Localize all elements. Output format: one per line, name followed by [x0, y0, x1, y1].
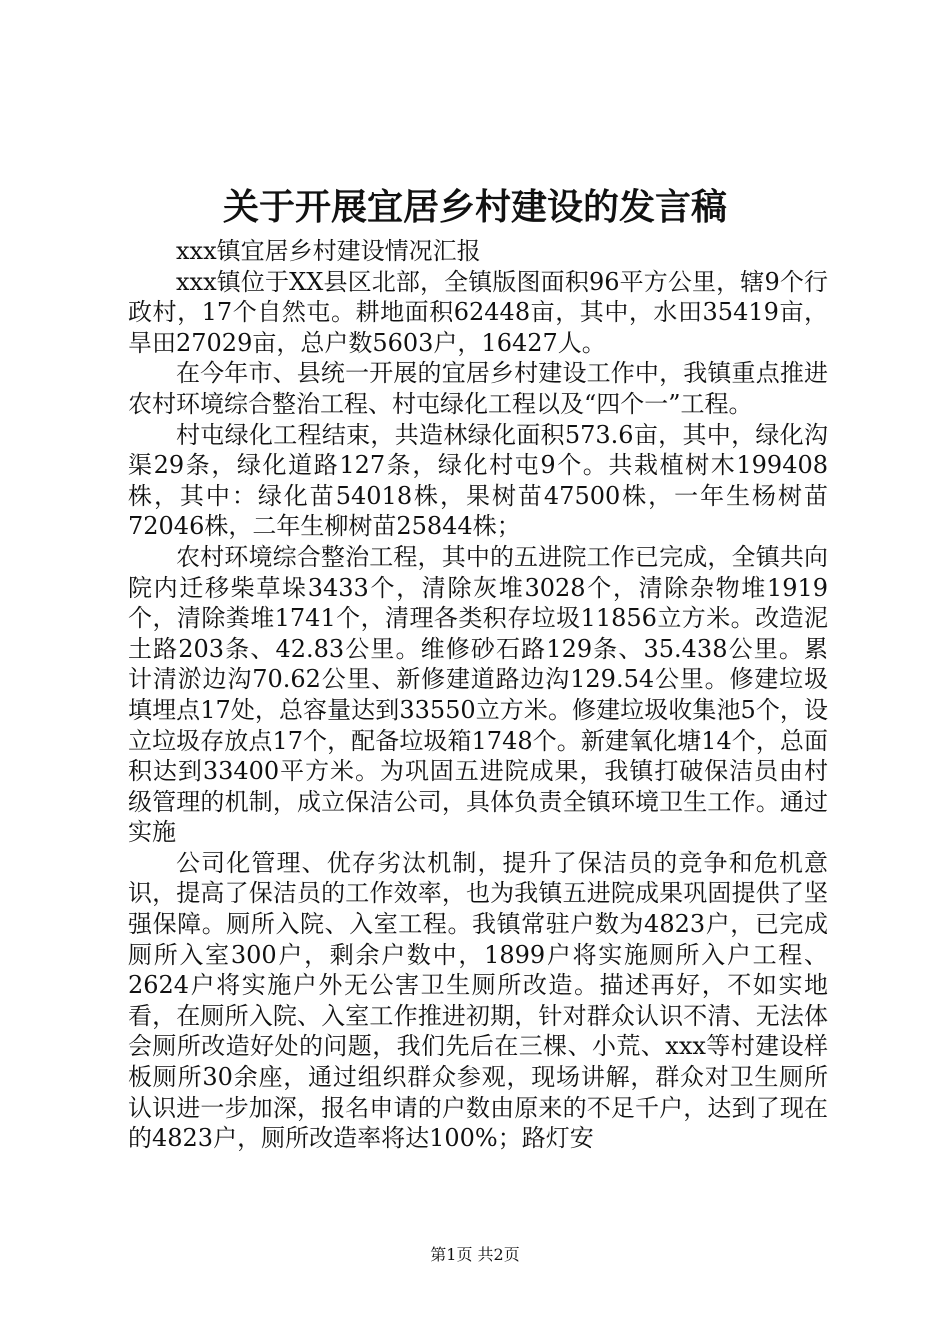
paragraph-environment: 农村环境综合整治工程，其中的五进院工作已完成，全镇共向院内迁移柴草垛3433个，清除灰堆3028个，清除杂物堆1919个，清除粪堆1741个，清理各类积存垃圾11856立方米。改造泥土路203条、42.83公里。维修砂石路129条、35.438公里。累计清淤边沟70.62公里、新修建道路边沟129.54公里。修建垃圾填埋点17处，总容量达到33550立方米。修建垃圾收集池5个，设立垃圾存放点17个，配备垃圾箱1748个。新建氧化塘14个，总面积达到33400平方米。为巩固五进院成果，我镇打破保洁员由村级管理的机制，成立保洁公司，具体负责全镇环境卫生工作。通过实施 — [128, 542, 828, 847]
paragraph-greening: 村屯绿化工程结束，共造林绿化面积573.6亩，其中，绿化沟渠29条，绿化道路127条，绿化村屯9个。共栽植树木199408株，其中：绿化苗54018株，果树苗47500株，一年生杨树苗72046株，二年生柳树苗25844株； — [128, 420, 828, 541]
document-title: 关于开展宜居乡村建设的发言稿 — [222, 186, 727, 228]
paragraph-focus: 在今年市、县统一开展的宜居乡村建设工作中，我镇重点推进农村环境综合整治工程、村屯绿化工程以及“四个一”工程。 — [128, 359, 828, 418]
document-body — [128, 236, 828, 1154]
paragraph-management: 公司化管理、优存劣汰机制，提升了保洁员的竞争和危机意识，提高了保洁员的工作效率，也为我镇五进院成果巩固提供了坚强保障。厕所入院、入室工程。我镇常驻户数为4823户，已完成厕所入室300户，剩余户数中，1899户将实施厕所入户工程、2624户将实施户外无公害卫生厕所改造。描述再好，不如实地看，在厕所入院、入室工作推进初期，针对群众认识不清、无法体会厕所改造好处的问题，我们先后在三棵、小荒、xxx等村建设样板厕所30余座，通过组织群众参观，现场讲解，群众对卫生厕所认识进一步加深，报名申请的户数由原来的不足千户，达到了现在的4823户，厕所改造率将达100%；路灯安 — [128, 848, 828, 1153]
paragraph-overview: xxx镇位于XX县区北部，全镇版图面积96平方公里，辖9个行政村，17个自然屯。耕地面积62448亩，其中，水田35419亩，旱田27029亩，总户数5603户，16427人。 — [128, 267, 828, 357]
page-footer: 第1页 共2页 — [430, 1245, 520, 1264]
paragraph-subtitle: xxx镇宜居乡村建设情况汇报 — [176, 237, 481, 265]
